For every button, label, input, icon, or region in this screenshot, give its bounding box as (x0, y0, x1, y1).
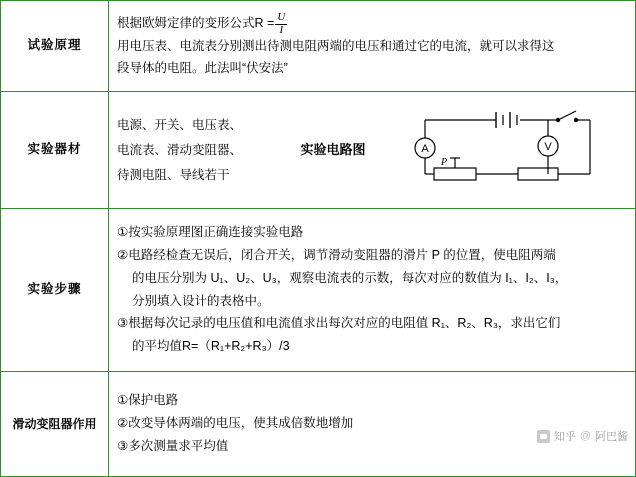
row-content-steps (109, 209, 636, 372)
circuit-svg (400, 102, 615, 198)
zhihu-logo-icon (537, 430, 550, 443)
list-item: 电源、开关、电压表、 (117, 117, 243, 132)
watermark-separator: @ (579, 430, 591, 442)
circuit-diagram-label: 实验电路图 (300, 141, 366, 157)
watermark-site: 知乎 (553, 431, 576, 443)
voltmeter-label: V (543, 141, 552, 153)
equipment-list (117, 113, 287, 188)
row-label-rheostat: 滑动变阻器作用 (1, 372, 109, 477)
list-item: 电流表、滑动变阻器、 (117, 142, 243, 157)
table-row-rheostat (1, 372, 636, 477)
step-line: 分别填入设计的表格中。 (132, 293, 270, 308)
step-line: ③多次测量求平均值 (117, 438, 229, 453)
row-content-equipment (109, 92, 636, 209)
table-row-steps (1, 209, 636, 372)
step-line: ②改变导体两端的电压，使其成倍数地增加 (117, 416, 354, 431)
resistance-formula: $\frac{U}{I}$ (277, 11, 286, 36)
step-line: ①保护电路 (117, 393, 179, 408)
row-content-rheostat (109, 372, 636, 477)
table-row-principle (1, 1, 636, 92)
watermark-user: 阿巴酱 (595, 431, 628, 443)
list-item: 待测电阻、导线若干 (117, 167, 230, 182)
step-line: 的平均值R=（R₁+R₂+R₃）/3 (132, 339, 290, 354)
step-line: ③根据每次记录的电压值和电流值求出每次对应的电阻值 R₁、R₂、R₃，求出它们 (117, 316, 561, 331)
ammeter-label: A (420, 143, 429, 155)
watermark (537, 428, 628, 444)
table-row-equipment (1, 92, 636, 209)
step-line: 的电压分别为 U₁、U₂、U₃，观察电流表的示数，每次对应的数值为 I₁、I₂、I₃， (132, 270, 568, 285)
circuit-diagram (379, 102, 635, 198)
step-line: ①按实验原理图正确连接实验电路 (117, 224, 304, 239)
row-content-principle (109, 1, 636, 92)
principle-line-2: 用电压表、电流表分别测出待测电阻两端的电压和通过它的电流，就可以求得这 (117, 39, 555, 54)
principle-line-1: 根据欧姆定律的变形公式R = $\frac{U}{I}$ (117, 11, 286, 36)
row-label-principle: 试验原理 (1, 1, 109, 92)
row-label-equipment: 实验器材 (1, 92, 109, 209)
slider-label: P (440, 157, 447, 168)
principle-line-3: 段导体的电阻。此法叫“伏安法” (117, 61, 288, 76)
row-label-steps: 实验步骤 (1, 209, 109, 372)
step-line: ②电路经检查无误后，闭合开关，调节滑动变阻器的滑片 P 的位置，使电阻两端 (117, 247, 556, 262)
